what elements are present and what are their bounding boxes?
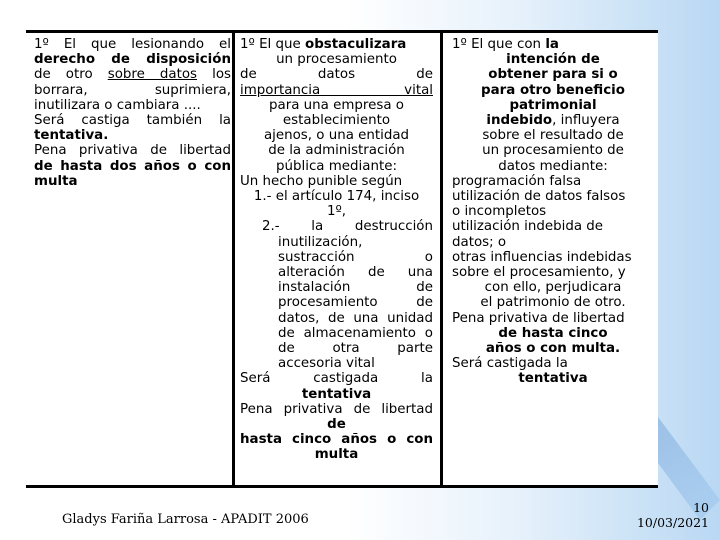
text-line: Será castigada la	[452, 356, 568, 372]
text-line: de hasta dos años o con	[34, 158, 231, 174]
text-line: sustracción o	[278, 249, 433, 265]
text-line: 1º,	[326, 204, 347, 220]
footer-date: 10/03/2021	[636, 515, 709, 530]
text-line: el patrimonio de otro.	[480, 295, 626, 311]
column-estafa-informatica	[444, 33, 658, 485]
column-divider	[440, 33, 443, 485]
text-line: datos mediante:	[498, 158, 608, 174]
text-line: Un hecho punible según	[240, 173, 403, 189]
text-line: indebido, influyera	[486, 113, 620, 129]
text-line: o incompletos	[452, 204, 547, 220]
text-line: de otra parte	[278, 341, 433, 357]
text-line: datos, de una unidad	[278, 310, 433, 326]
text-line: 1.- el artículo 174, inciso	[253, 189, 420, 205]
text-line: hasta cinco años o con	[240, 432, 433, 448]
footer-page-info	[637, 500, 709, 530]
page-number: 10	[693, 500, 709, 515]
text-line: patrimonial	[509, 97, 597, 113]
text-line: utilización de datos falsos	[452, 189, 626, 205]
text-line: un procesamiento de	[482, 143, 624, 159]
text-line: datos; o	[452, 234, 507, 250]
text-line: 2.- la destrucción	[262, 219, 433, 235]
text-line: ajenos, o una entidad	[263, 128, 410, 144]
text-underlined: sobre datos	[107, 67, 198, 83]
column-sabotaje	[235, 33, 438, 485]
text-line: para una empresa o	[269, 97, 404, 113]
comparison-table	[26, 30, 658, 488]
text-line: de la administración	[268, 143, 405, 159]
text-line: para otro beneficio	[481, 82, 625, 98]
column-lesion-datos	[26, 33, 231, 485]
text-line: un procesamiento	[276, 52, 397, 68]
text-line: tentativa	[518, 371, 588, 387]
text-line: de hasta cinco	[498, 325, 608, 341]
text-line: de datos de	[240, 67, 433, 83]
text-line: tentativa.	[34, 128, 109, 144]
text-line: Pena privativa de libertad	[34, 143, 231, 159]
text-line: 1º El que obstaculizara	[240, 37, 407, 52]
text-line: Pena privativa de libertad	[240, 401, 433, 417]
text-line: otras influencias indebidas	[452, 249, 632, 265]
text-line: borrara, suprimiera,	[34, 82, 231, 98]
text-line: accesoria vital	[278, 356, 375, 372]
text-line: intención de	[506, 52, 600, 68]
text-line: instalación de	[278, 280, 433, 296]
footer-author: Gladys Fariña Larrosa - APADIT 2006	[62, 512, 309, 527]
text-line: inutilizara o cambiara ....	[34, 97, 201, 113]
text-line: importancia vital	[240, 82, 433, 98]
text-line: 1º El que lesionando el	[34, 37, 231, 52]
text-line: con ello, perjudicara	[484, 280, 622, 296]
text-line: multa	[314, 447, 359, 463]
text-line: derecho de disposición	[34, 52, 231, 68]
text-line: sobre el resultado de	[482, 128, 624, 144]
text-line: de almacenamiento o	[278, 325, 433, 341]
text-line: alteración de una	[278, 265, 433, 281]
text-line: Será castigada la	[240, 371, 433, 387]
text-line: obtener para si o	[488, 67, 618, 83]
text-line: sobre el procesamiento, y	[452, 265, 626, 281]
text-line: establecimiento	[282, 113, 391, 129]
text-line: procesamiento de	[278, 295, 433, 311]
text-line: inutilización,	[278, 234, 363, 250]
text-line: de	[327, 417, 346, 433]
text-line: pública mediante:	[276, 158, 397, 174]
text-line: utilización indebida de	[452, 219, 604, 235]
text-line: Pena privativa de libertad	[452, 310, 625, 326]
text-line: Será castiga también la	[34, 113, 231, 129]
text-line: años o con multa.	[485, 341, 621, 357]
text-line: multa	[34, 173, 78, 189]
text-line: programación falsa	[452, 173, 582, 189]
text-line: 1º El que con la	[452, 37, 559, 52]
text-line: de otro sobre datos los	[34, 67, 231, 83]
text-line: tentativa	[301, 386, 372, 402]
